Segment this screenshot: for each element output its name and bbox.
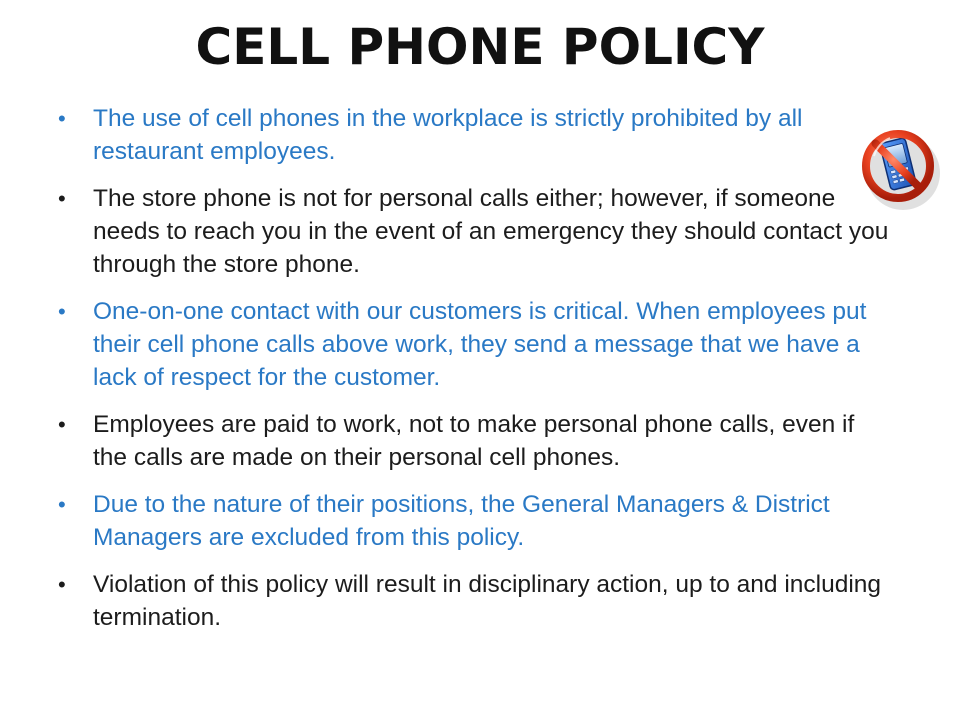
- bullet-item: [58, 568, 888, 634]
- slide-title: CELL PHONE POLICY: [195, 18, 765, 76]
- bullet-text: The use of cell phones in the workplace is strictly prohibited by all restaurant employees.: [93, 105, 803, 165]
- bullet-dot: •: [58, 492, 66, 517]
- no-cell-phone-svg: [860, 126, 942, 212]
- bullet-dot: •: [58, 412, 66, 437]
- bullet-text: Violation of this policy will result in disciplinary action, up to and including termination.: [93, 571, 882, 631]
- bullet-text: One-on-one contact with our customers is critical. When employees put their cell phone calls above work, they send a message that we have a lack of respect for the customer.: [93, 298, 867, 391]
- bullet-item: [58, 295, 888, 394]
- bullet-dot: •: [58, 572, 66, 597]
- bullet-item: [58, 182, 893, 281]
- no-cell-phone-icon: [860, 126, 942, 212]
- bullet-item: [58, 102, 843, 168]
- bullet-text: The store phone is not for personal calls either; however, if someone needs to reach you in the event of an emergency they should contact you through the store phone.: [93, 185, 889, 278]
- bullet-item: [58, 488, 888, 554]
- bullet-list: [58, 102, 888, 648]
- bullet-dot: •: [58, 106, 66, 131]
- bullet-text: Employees are paid to work, not to make personal phone calls, even if the calls are made on their personal cell phones.: [93, 411, 855, 471]
- bullet-dot: •: [58, 299, 66, 324]
- bullet-text: Due to the nature of their positions, the General Managers & District Managers are excluded from this policy.: [93, 491, 830, 551]
- bullet-dot: •: [58, 186, 66, 211]
- bullet-item: [58, 408, 888, 474]
